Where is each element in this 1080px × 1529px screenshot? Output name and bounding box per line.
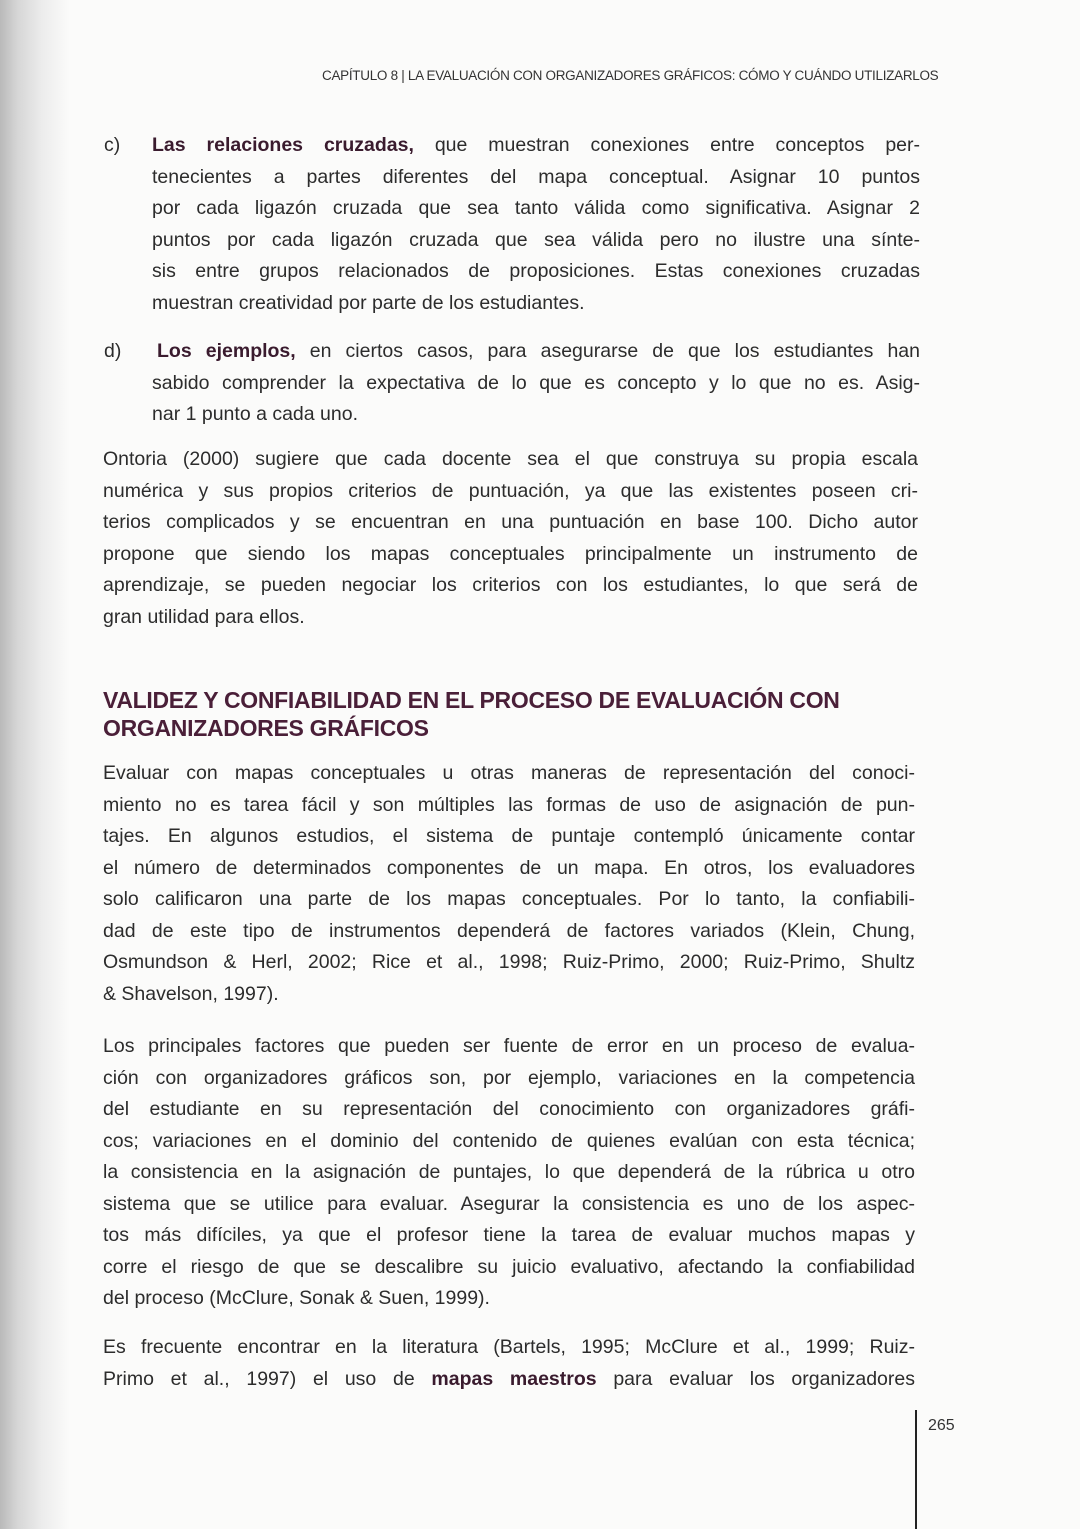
text-line: Es frecuente encontrar en la literatura (Bartels, 1995; McClure et al., 1999; Ruiz- <box>103 1336 915 1358</box>
text-line: del proceso (McClure, Sonak & Suen, 1999). <box>103 1287 490 1309</box>
text-line: dad de este tipo de instrumentos dependerá de factores variados (Klein, Chung, <box>103 919 915 942</box>
text-line: por cada ligazón cruzada que sea tanto válida como significativa. Asignar 2 <box>152 197 920 219</box>
text-span: Primo et al., 1997) el uso de <box>103 1367 432 1390</box>
list-marker: c) <box>104 134 121 156</box>
text-line <box>152 130 920 162</box>
text-line: terios complicados y se encuentran en una puntuación en base 100. Dicho autor <box>103 511 918 533</box>
list-marker: d) <box>104 340 122 362</box>
text-line: aprendizaje, se pueden negociar los criterios con los estudiantes, lo que será de <box>103 574 918 596</box>
text-line: corre el riesgo de que se descalibre su juicio evaluativo, afectando la confiabilidad <box>103 1255 915 1278</box>
text-line: solo calificaron una parte de los mapas conceptuales. Por lo tanto, la confiabili- <box>103 888 915 910</box>
text-line: Ontoria (2000) sugiere que cada docente sea el que construya su propia escala <box>103 448 918 470</box>
text-span: para evaluar los organizadores <box>596 1367 915 1390</box>
text-line: ción con organizadores gráficos son, por ejemplo, variaciones en la competencia <box>103 1066 915 1089</box>
text-line: Evaluar con mapas conceptuales u otras maneras de representación del conoci- <box>103 762 915 784</box>
list-item-d <box>104 336 920 431</box>
text-line: sabido comprender la expectativa de lo que es concepto y lo que no es. Asig- <box>152 371 920 394</box>
text-line: Los principales factores que pueden ser fuente de error en un proceso de evalua- <box>103 1035 915 1057</box>
text-line: tos más difíciles, ya que el profesor tiene la tarea de evaluar muchos mapas y <box>103 1224 915 1246</box>
text-line: del estudiante en su representación del conocimiento con organizadores gráfi- <box>103 1098 915 1120</box>
text-line <box>103 1364 915 1396</box>
section-heading: VALIDEZ Y CONFIABILIDAD EN EL PROCESO DE EVALUACIÓN CON ORGANIZADORES GRÁFICOS <box>103 687 840 741</box>
text-line: puntos por cada ligazón cruzada que sea válida pero no ilustre una sínte- <box>152 228 920 251</box>
text-line: sis entre grupos relacionados de proposiciones. Estas conexiones cruzadas <box>152 260 920 282</box>
text-line: miento no es tarea fácil y son múltiples las formas de uso de asignación de pun- <box>103 793 915 816</box>
text-line: propone que siendo los mapas conceptuales principalmente un instrumento de <box>103 542 918 565</box>
bold-term: Los ejemplos, <box>157 340 296 362</box>
paragraph-mapas-maestros <box>103 1332 915 1395</box>
text-line: numérica y sus propios criterios de puntuación, ya que las existentes poseen cri- <box>103 479 918 502</box>
bold-term: Las relaciones cruzadas, <box>152 134 414 156</box>
paragraph-factores <box>103 1031 915 1315</box>
text-line: nar 1 punto a cada uno. <box>152 403 358 425</box>
page-number: 265 <box>928 1417 955 1434</box>
text-line: tajes. En algunos estudios, el sistema de puntaje contempló únicamente contar <box>103 825 915 847</box>
text-line: el número de determinados componentes de un mapa. En otros, los evaluadores <box>103 856 915 879</box>
running-header: CAPÍTULO 8 | LA EVALUACIÓN CON ORGANIZADORES GRÁFICOS: CÓMO Y CUÁNDO UTILIZARLOS <box>322 68 939 83</box>
text-line: & Shavelson, 1997). <box>103 982 279 1005</box>
text-line: gran utilidad para ellos. <box>103 605 305 628</box>
text-line <box>152 336 920 368</box>
text-line: sistema que se utilice para evaluar. Asegurar la consistencia es uno de los aspec- <box>103 1192 915 1215</box>
text-line: cos; variaciones en el dominio del contenido de quienes evalúan con esta técnica; <box>103 1129 915 1152</box>
paragraph-ontoria <box>103 444 918 633</box>
book-binding-shadow <box>0 0 70 1529</box>
text-line: muestran creatividad por parte de los estudiantes. <box>152 291 585 314</box>
list-item-c <box>104 130 920 319</box>
text-line: la consistencia en la asignación de puntajes, lo que dependerá de la rúbrica u otro <box>103 1161 915 1183</box>
text-line: Osmundson & Herl, 2002; Rice et al., 1998; Ruiz-Primo, 2000; Ruiz-Primo, Shultz <box>103 951 915 973</box>
paragraph-validez <box>103 758 915 1010</box>
text-line: tenecientes a partes diferentes del mapa conceptual. Asignar 10 puntos <box>152 165 920 188</box>
bold-term: mapas maestros <box>431 1367 597 1390</box>
text-span: que muestran conexiones entre conceptos per- <box>413 134 920 156</box>
text-span: en ciertos casos, para asegurarse de que los estudiantes han <box>295 340 920 362</box>
page-number-rule <box>915 1410 917 1529</box>
